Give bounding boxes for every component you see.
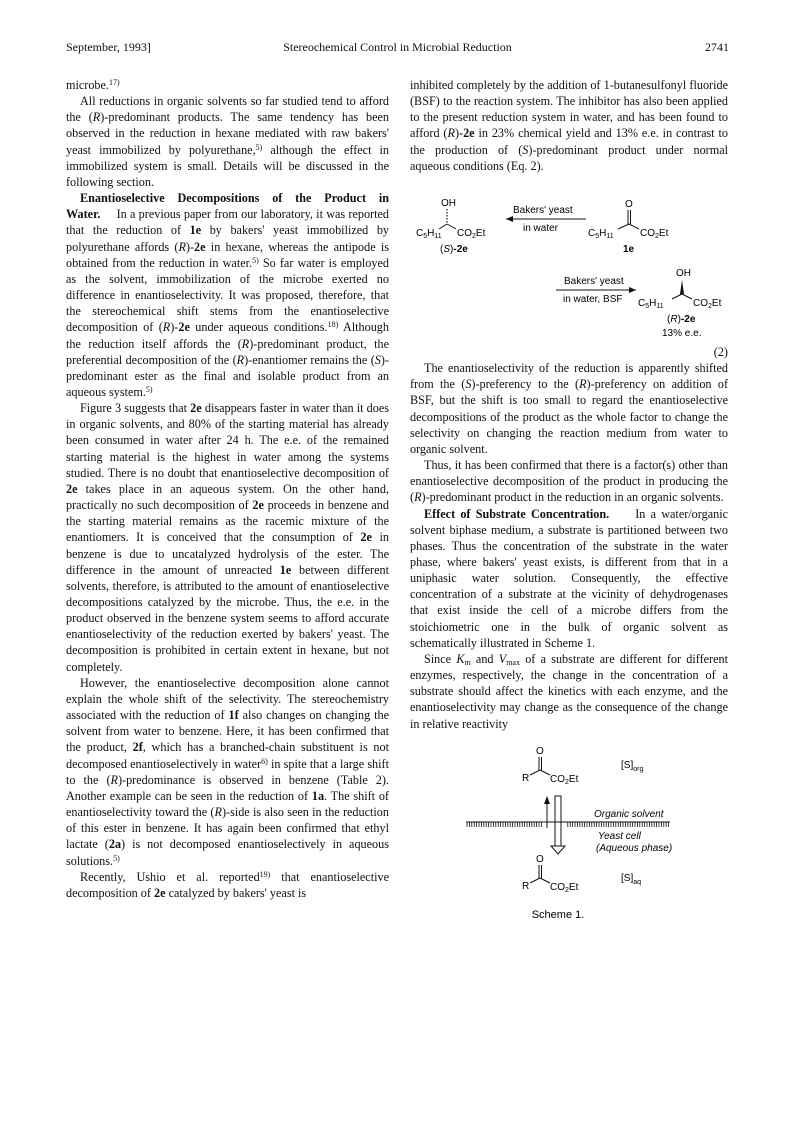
co2et-org: $CO_2Et$ (550, 773, 579, 786)
bond (447, 224, 456, 229)
hollow-arrowhead-down (551, 846, 565, 854)
co2et-right: $CO_2Et$ (693, 297, 722, 310)
o-label-top: O (625, 198, 633, 210)
scheme-1 (410, 738, 728, 928)
bond (439, 224, 447, 229)
equation-2-scheme (410, 180, 728, 344)
r-label-aq: R (522, 880, 530, 892)
compound-r-2e: (R)-2e (667, 313, 696, 325)
paragraph: Since $K_m$ and $V_{max}$ of a substrate are different for different enzymes, respectively, the change in the concentration of a substrate should affect the kinetics with each enzyme, and the enantioselectivity may change as the consequence of the change in relative reactivity (410, 651, 728, 731)
bond (682, 294, 692, 299)
co2et-center: $CO_2Et$ (640, 227, 669, 240)
bond (629, 224, 639, 229)
running-header (66, 40, 729, 56)
header-date: September, 1993] (66, 40, 151, 54)
c5h11-left: $C_5H_{11}$ (416, 227, 442, 240)
paragraph: All reductions in organic solvents so far studied tend to afford the (R)-predominant products. The same tendency has been observed in the reduction in hexane mediated with raw bakers' yeast immobilized by polyurethane,$^{5)}$ although the effect in immobilized system is small. Details will be discussed in the following section. (66, 94, 390, 189)
co2et-left: $CO_2Et$ (457, 227, 486, 240)
bond (530, 770, 540, 775)
reagent-bakers-yeast-1: Bakers' yeast (513, 204, 573, 216)
aqueous-phase-label: (Aqueous phase) (596, 842, 673, 854)
paragraph: microbe.$^{17)}$ (66, 78, 120, 92)
condition-in-water: in water (523, 222, 559, 234)
page-number: 2741 (705, 40, 729, 54)
s-org-label: $[S]_{org}$ (621, 759, 644, 773)
paragraph: Figure 3 suggests that 2e disappears faster in water than it does in organic solvents, and 80% of the starting material has already been consumed in water after 24 h. The e.e. of the remained starting material is the highest in water among the systems studied. There is no doubt that enantioselective decomposition of 2e takes place in an aqueous system. On the other hand, practically no such decomposition of 2e proceeds in benzene and the starting material remains as the racemic mixture of the enantiomers. It is conceived that the consumption of 2e in benzene is due to uncatalyzed hydrolysis of the ester. The difference in the amount of unreacted 1e between different solvents, therefore, is attributed to the amount of enantioselective decompositions catalyzed by the microbe. Thus, the e.e. in the product observed in the benzene system seems to afford accurate enantioselectivity of the reduction exerted by bakers' yeast. The decomposition is prohibited in certain extent in hexane, but not completely. (66, 401, 390, 674)
paragraph: However, the enantioselective decomposition alone cannot explain the whole shift of the selectivity. The stereochemistry associated with the reduction of 1f also changes on changing the solvent from water to benzene. Here, it has been confirmed that the product, 2f, which has a branched-chain substituent is not decomposed enantioselectively in water$^{6)}$ in spite that a large shift to the (R)-predominance is observed in benzene (Table 2). Another example can be seen in the reduction of 1a. The shift of enantioselectivity toward the (R)-side is also seen in the reduction of this ester in benzene. It has again been confirmed that ethyl lactate (2a) is not decomposed enantioselectively in aqueous solutions.$^{5)}$ (66, 675, 389, 868)
paragraph: The enantioselectivity of the reduction is apparently shifted from the (S)-preferency to the (R)-preferency on addition of BSF, but the shift is too small to regard the enantioselective decompositions of the product as the whole factor to change the selectivity on changing the reaction medium from water to organic solvent. (410, 361, 729, 456)
r-label-org: R (522, 772, 530, 784)
c5h11-right: $C_5H_{11}$ (638, 297, 664, 310)
s-aq-label: $[S]_{aq}$ (621, 872, 642, 886)
o-label-aq: O (536, 853, 544, 865)
c5h11-center: $C_5H_{11}$ (588, 227, 614, 240)
equation-number: (2) (713, 344, 728, 359)
oh-label-right: OH (676, 267, 691, 279)
bond (540, 878, 550, 883)
scheme-1-caption: Scheme 1. (531, 908, 585, 921)
organic-solvent-label: Organic solvent (594, 808, 664, 820)
yeast-cell-label: Yeast cell (598, 830, 641, 842)
header-title: Stereochemical Control in Microbial Reduction (283, 40, 512, 54)
co2et-aq: $CO_2Et$ (550, 881, 579, 894)
oh-label-left: OH (441, 197, 456, 209)
arrowhead (629, 287, 636, 293)
compound-1e: 1e (623, 243, 635, 255)
wedge-bond (680, 280, 684, 294)
bond (540, 770, 550, 775)
left-column (66, 77, 389, 901)
compound-s-2e: (S)-2e (440, 243, 468, 255)
membrane-hatch (467, 822, 669, 827)
reagent-bakers-yeast-2: Bakers' yeast (564, 275, 624, 287)
arrowhead (506, 216, 513, 222)
paragraph: Thus, it has been confirmed that there is a factor(s) other than enantioselective decomposition of the product in producing the (R)-predominant product in the reduction in an organic solvents. (410, 458, 728, 505)
o-label-org: O (536, 745, 544, 757)
hollow-arrow-down (555, 796, 561, 846)
paragraph: inhibited completely by the addition of 1-butanesulfonyl fluoride (BSF) to the reaction system. The inhibitor has also been applied to the present reduction system in water, and has been found to afford (R)-2e in 23% chemical yield and 13% e.e. in contrast to the production of (S)-predominant product under normal aqueous conditions (Eq. 2). (410, 78, 728, 173)
right-column (410, 77, 728, 928)
arrowhead-up (544, 796, 550, 804)
paragraph: Effect of Substrate Concentration. In a water/organic solvent biphase medium, a substrate is partitioned between two phases. Thus the concentration of the substrate in the water phase, where bakers' yeast exists, is different from that in a uniphasic water solution. Consequently, the effective concentration of a substrate at the vicinity of dehydrogenases that exist inside the cell of a microbe differs from the stoichiometric one in the bulk of organic solvent as schematically illustrated in Scheme 1. (410, 506, 728, 650)
paragraph: Recently, Ushio et al. reported$^{19)}$ that enantioselective decomposition of 2e catalyzed by bakers' yeast is (66, 869, 389, 900)
ee-value: 13% e.e. (662, 327, 702, 339)
paragraph: Enantioselective Decompositions of the Product in Water. In a previous paper from our laboratory, it was reported that the reduction of 1e by bakers' yeast immobilized by polyurethane affords (R)-2e in hexane, whereas the antipode is obtained from the reduction in water.$^{5)}$ So far water is employed as the solvent, immobilization of the microbe exerted no difference in enantioselectivity. It was proposed, therefore, that the stereochemical shift stems from the enantioselective decomposition of (R)-2e under aqueous conditions.$^{18)}$ Although the reduction itself affords the (R)-predominant product, the preferential decomposition of the (R)-enantiomer remains the (S)-predominant ester as the final and isolable product from an aqueous system.$^{5)}$ (66, 191, 390, 399)
bond (672, 294, 682, 299)
bond (530, 878, 540, 883)
condition-in-water-bsf: in water, BSF (563, 293, 623, 305)
bond (618, 224, 629, 229)
